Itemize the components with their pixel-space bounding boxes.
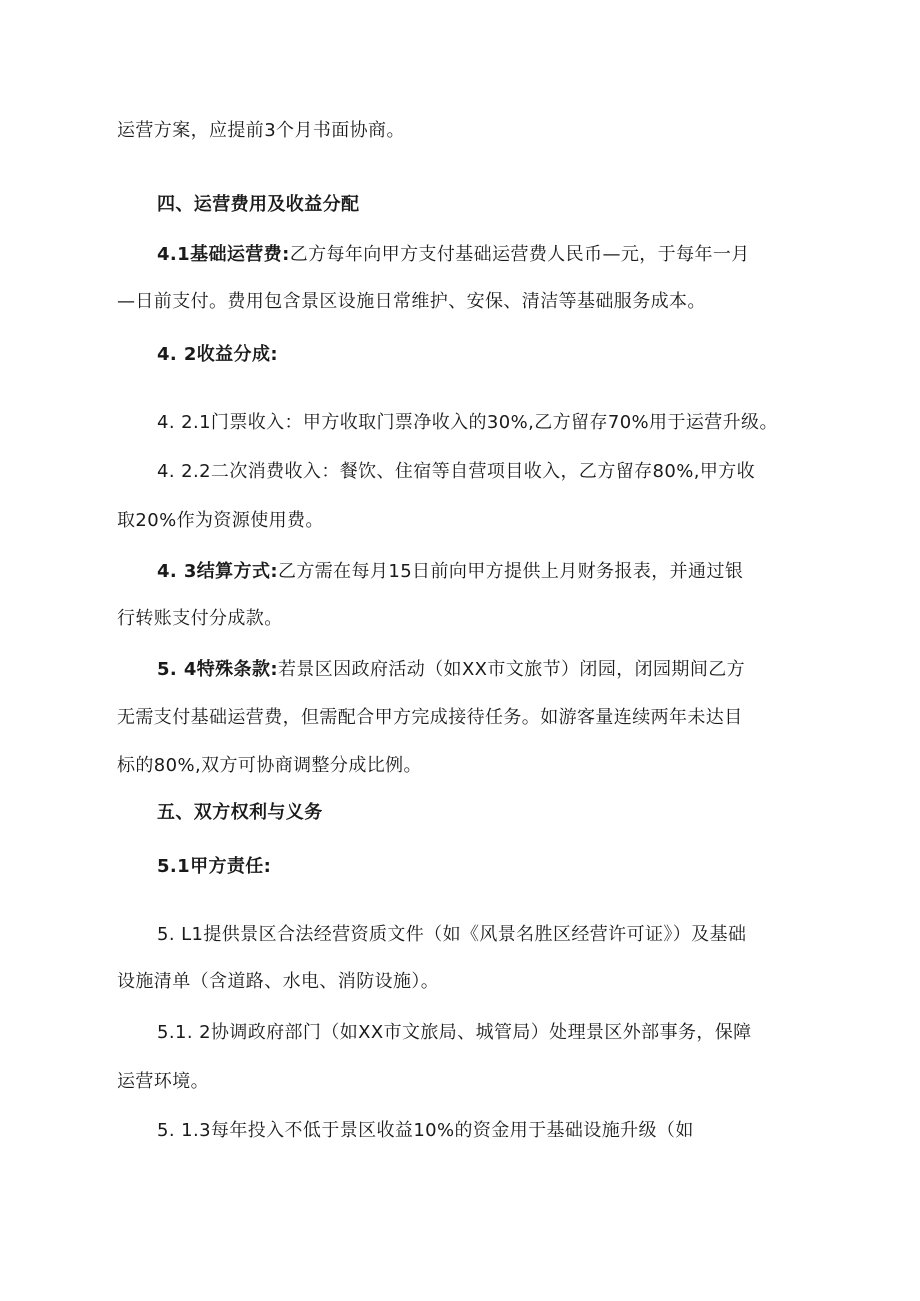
clause-5-1-1: 5. L1提供景区合法经营资质文件（如《风景名胜区经营许可证》）及基础 — [157, 924, 747, 945]
clause-5-1-2: 5.1. 2协调政府部门（如XX市文旅局、城管局）处理景区外部事务，保障 — [157, 1022, 752, 1043]
clause-5-4 — [157, 658, 857, 682]
paragraph-line: 运营方案，应提前3个月书面协商。 — [117, 120, 405, 141]
subheading-5-1: 5.1甲方责任: — [157, 856, 272, 877]
paragraph-line: 无需支付基础运营费，但需配合甲方完成接待任务。如游客量连续两年未达目 — [117, 707, 743, 728]
clause-label: 4.1基础运营费: — [157, 244, 290, 265]
paragraph-line: —日前支付。费用包含景区设施日常维护、安保、清洁等基础服务成本。 — [117, 291, 706, 312]
clause-4-2-1: 4. 2.1门票收入：甲方收取门票净收入的30%,乙方留存70%用于运营升级。 — [157, 412, 778, 433]
section-heading-5: 五、双方权利与义务 — [157, 802, 323, 823]
clause-5-1-3: 5. 1.3每年投入不低于景区收益10%的资金用于基础设施升级（如 — [157, 1120, 694, 1141]
paragraph-line: 运营环境。 — [117, 1071, 209, 1092]
paragraph-line: 行转账支付分成款。 — [117, 608, 283, 629]
paragraph-line: 设施清单（含道路、水电、消防设施）。 — [117, 971, 440, 992]
paragraph-line: 取20%作为资源使用费。 — [117, 510, 324, 531]
subheading-4-2: 4. 2收益分成: — [157, 344, 278, 365]
clause-4-2-2: 4. 2.2二次消费收入：餐饮、住宿等自营项目收入，乙方留存80%,甲方收 — [157, 461, 756, 482]
clause-text: 乙方需在每月15日前向甲方提供上月财务报表，并通过银 — [277, 561, 744, 582]
section-heading-4: 四、运营费用及收益分配 — [157, 194, 360, 215]
clause-4-1 — [157, 243, 857, 267]
clause-text: 若景区因政府活动（如XX市文旅节）闭园，闭园期间乙方 — [277, 659, 746, 680]
clause-text: 乙方每年向甲方支付基础运营费人民币—元，于每年一月 — [289, 244, 750, 265]
clause-4-3 — [157, 560, 857, 584]
clause-label: 4. 3结算方式: — [157, 561, 278, 582]
clause-label: 5. 4特殊条款: — [157, 659, 278, 680]
paragraph-line: 标的80%,双方可协商调整分成比例。 — [117, 755, 422, 776]
